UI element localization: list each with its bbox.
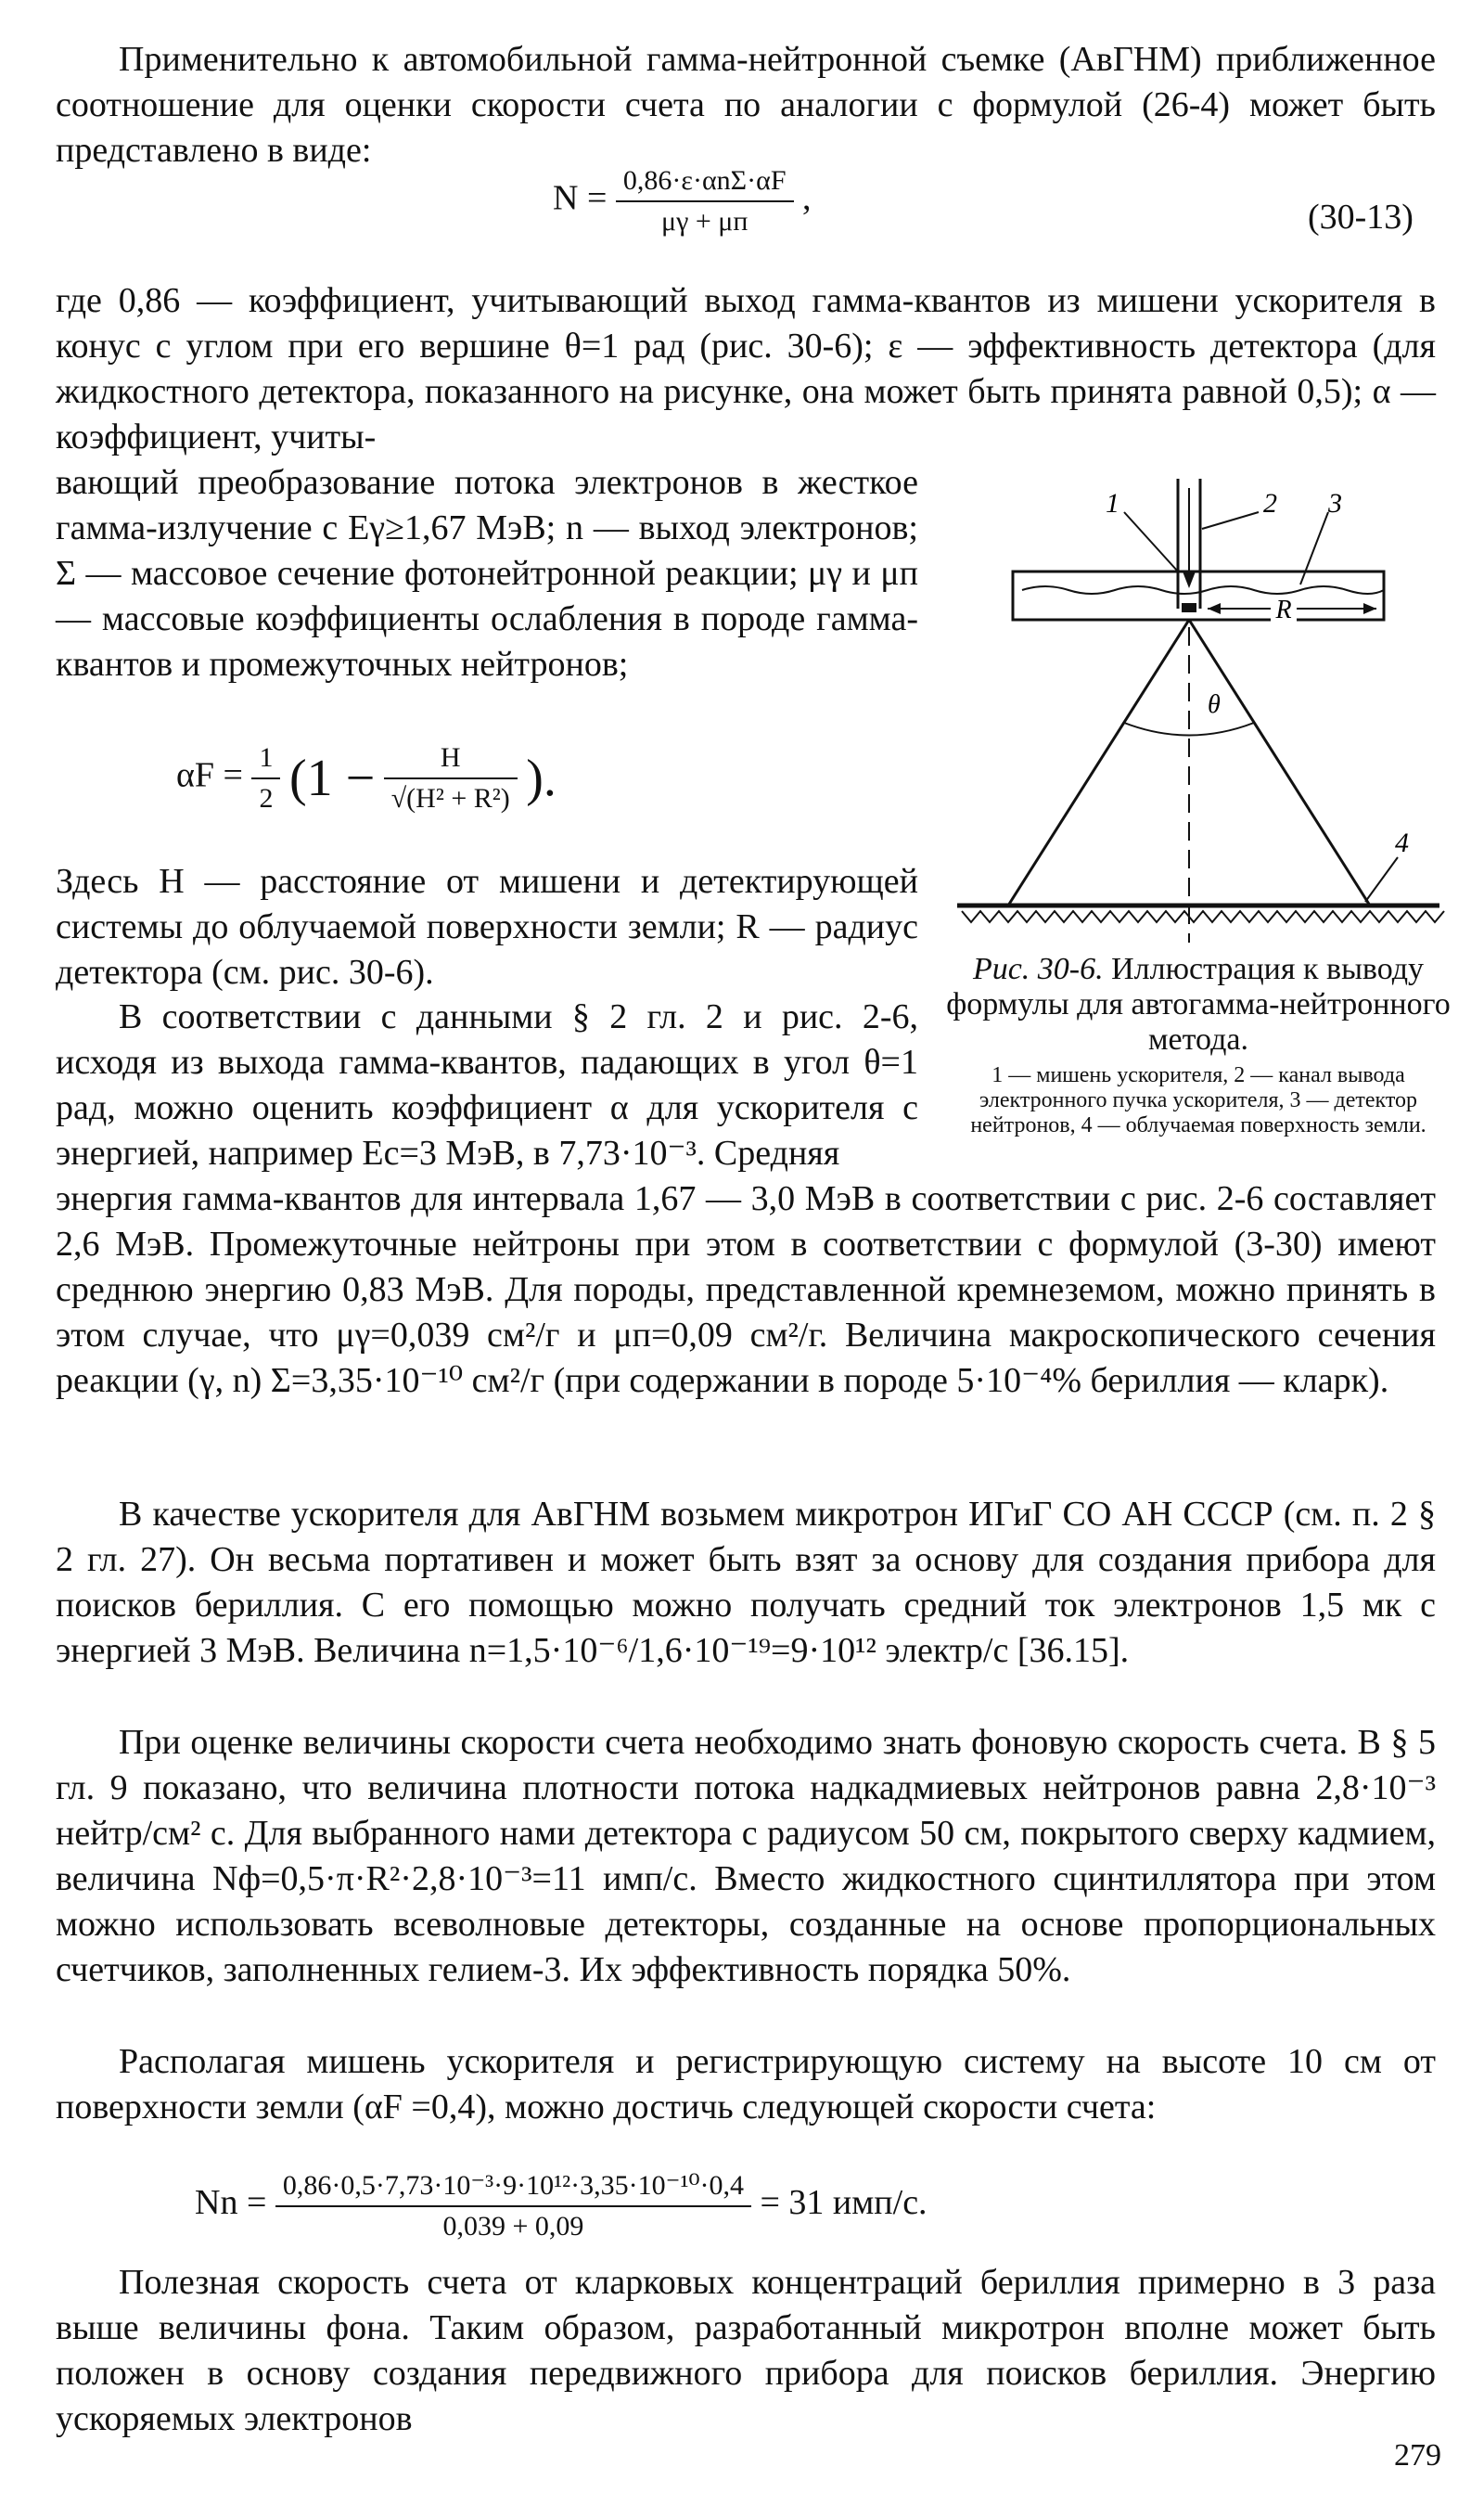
page-number: 279 — [1394, 2438, 1441, 2473]
liquid-surface — [1022, 586, 1384, 594]
radius-arrow-head-left — [1208, 603, 1221, 614]
formula-numerator: 0,86·0,5·7,73·10⁻³·9·10¹²·3,35·10⁻¹⁰·0,4 — [275, 2169, 751, 2207]
formula-lhs: N = — [553, 178, 608, 218]
radius-label: R — [1275, 596, 1292, 624]
radius-arrow-head-right — [1363, 603, 1376, 614]
paragraph-placement: Располагая мишень ускорителя и регистрирующую систему на высоте 10 см от поверхности земли (αF =0,4), можно достичь следующей скорости счета: — [56, 2042, 1436, 2126]
formula-30-13 — [553, 165, 812, 238]
label-3: 3 — [1328, 488, 1342, 519]
caption-legend: 1 — мишень ускорителя, 2 — канал вывода электронного пучка ускорителя, 3 — детектор нейтронов, 4 — облучаемая поверхность земли. — [970, 1063, 1426, 1137]
formula-denominator: 2 — [259, 783, 274, 814]
formula-open: (1 − — [288, 750, 376, 807]
formula-numerator: 0,86·ε·αnΣ·αF — [616, 165, 794, 202]
formula-lhs: Nn = — [195, 2183, 267, 2223]
equation-number: (30-13) — [1308, 198, 1414, 237]
paragraph-alpha-estimate: В соответствии с данными § 2 гл. 2 и рис. 2-6, исходя из выхода гамма-квантов, падающих в угол θ=1 рад, можно оценить коэффициент α для ускорителя с энергией, например Ec=3 МэВ, в 7,73·10⁻³. Средняя — [56, 997, 918, 1173]
paragraph-intro: Применительно к автомобильной гамма-нейтронной съемке (АвГНМ) приближенное соотношение для оценки скорости счета по аналогии с формулой (26-4) может быть представлено в виде: — [56, 40, 1436, 170]
formula-numerator: 1 — [251, 742, 280, 779]
formula-fraction — [384, 742, 518, 815]
formula-lhs: αF = — [176, 755, 243, 795]
figure-30-6 — [939, 469, 1458, 952]
beam-arrow — [1183, 572, 1196, 588]
figure-caption — [939, 952, 1458, 1138]
caption-text: Иллюстрация к выводу формулы для автогамма-нейтронного метода. — [946, 952, 1451, 1057]
leader-1 — [1124, 512, 1178, 572]
formula-result: = 31 имп/с. — [760, 2183, 928, 2223]
paragraph-conclusion: Полезная скорость счета от кларковых концентраций бериллия примерно в 3 раза выше величины фона. Таким образом, разработанный микротрон вполне может быть положен в основу создания передвижного прибора для поисков бериллия. Энергию ускоряемых электронов — [56, 2263, 1436, 2438]
formula-tail: , — [802, 178, 812, 218]
formula-denominator: 0,039 + 0,09 — [442, 2211, 584, 2242]
formula-close: ). — [526, 750, 556, 807]
label-1: 1 — [1106, 488, 1119, 519]
formula-denominator: √(H² + R²) — [390, 783, 510, 814]
theta-label: θ — [1208, 690, 1221, 719]
formula-denominator: μγ + μп — [661, 206, 748, 237]
paragraph-gamma-energy: энергия гамма-квантов для интервала 1,67 — 3,0 МэВ в соответствии с рис. 2-6 составляет 2,6 МэВ. Промежуточные нейтроны при этом в соответствии с формулой (3-30) имеют среднюю энергию 0,83 МэВ. Для породы, представленной кремнеземом, можно принять в этом случае, что μγ=0,039 см²/г и μп=0,09 см²/г. Величина макроскопического сечения реакции (γ, n) Σ=3,35·10⁻¹⁰ см²/г (при содержании в породе 5·10⁻⁴% бериллия — кларк). — [56, 1179, 1436, 1400]
paragraph-definitions-cont: вающий преобразование потока электронов в жесткое гамма-излучение с Eγ≥1,67 МэВ; n — выход электронов; Σ — массовое сечение фотонейтронной реакции; μγ и μп — массовые коэффициенты ослабления в породе гамма-квантов и промежуточных нейтронов; — [56, 463, 918, 684]
formula-count-rate — [195, 2169, 928, 2242]
paragraph-h-definition: Здесь H — расстояние от мишени и детектирующей системы до облучаемой поверхности земли; R — радиус детектора (см. рис. 30-6). — [56, 862, 918, 992]
formula-fraction — [616, 165, 794, 238]
cone-right — [1189, 620, 1370, 906]
paragraph-background: При оценке величины скорости счета необходимо знать фоновую скорость счета. В § 5 гл. 9 показано, что величина плотности потока надкадмиевых нейтронов равна 2,8·10⁻³ нейтр/см² с. Для выбранного нами детектора с радиусом 50 см, покрытого сверху кадмием, величина Nф=0,5·π·R²·2,8·10⁻³=11 имп/с. Вместо жидкостного сцинтиллятора при этом можно использовать всеволновые детекторы, созданные на основе пропорциональных счетчиков, заполненных гелием-3. Их эффективность порядка 50%. — [56, 1723, 1436, 1989]
detector-box — [1013, 572, 1384, 620]
formula-alpha-f — [176, 742, 556, 815]
paragraph-definitions: где 0,86 — коэффициент, учитывающий выход гамма-квантов из мишени ускорителя в конус с углом при его вершине θ=1 рад (рис. 30-6); ε — эффективность детектора (для жидкостного детектора, показанного на рисунке, она может быть принята равной 0,5); α — коэффициент, учиты- — [56, 281, 1436, 456]
leader-3 — [1300, 512, 1328, 585]
target — [1182, 603, 1196, 612]
label-4: 4 — [1395, 828, 1409, 858]
caption-title-line — [939, 952, 1458, 1058]
paragraph-microtron: В качестве ускорителя для АвГНМ возьмем микротрон ИГиГ СО АН СССР (см. п. 2 § 2 гл. 27). Он весьма портативен и может быть взят за основу для создания прибора для поисков бериллия. С его помощью можно получать средний ток электронов 1,5 мк с энергией 3 МэВ. Величина n=1,5·10⁻⁶/1,6·10⁻¹⁹=9·10¹² электр/с [36.15]. — [56, 1495, 1436, 1670]
caption-figure-number: Рис. 30-6. — [972, 952, 1104, 986]
cone-left — [1008, 620, 1189, 906]
formula-numerator: H — [384, 742, 518, 779]
ground-hatching — [962, 911, 1444, 922]
leader-2 — [1202, 512, 1259, 529]
formula-fraction — [275, 2169, 751, 2242]
formula-half — [251, 742, 280, 815]
label-2: 2 — [1263, 488, 1277, 519]
leader-4 — [1365, 857, 1398, 902]
